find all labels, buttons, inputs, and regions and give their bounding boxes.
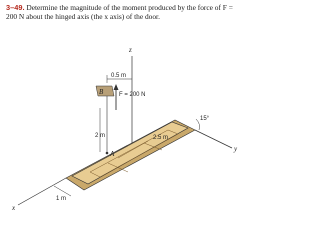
problem-statement [6,3,240,21]
problem-text: Determine the magnitude of the moment produced by the force of F = 200 N about the hinged axis (the x axis) of the door. [6,3,233,21]
dim-top-label: 0.5 m [111,73,127,79]
point-a [106,152,109,155]
y-axis [195,130,232,148]
z-axis-label: z [129,46,132,54]
problem-number: 3–49. [6,3,25,12]
force-label: F = 200 N [119,92,146,98]
x-axis-label: x [12,204,16,212]
point-b-label: B [99,88,104,96]
dim-width-label: 2.5 m [153,135,169,141]
dim-base-label: 1 m [56,196,67,202]
door-figure [0,38,243,214]
dim-height-label: 2 m [95,133,106,139]
angle-label: 15° [200,116,210,122]
y-axis-label: y [234,145,238,153]
point-a-label: A [110,150,115,158]
